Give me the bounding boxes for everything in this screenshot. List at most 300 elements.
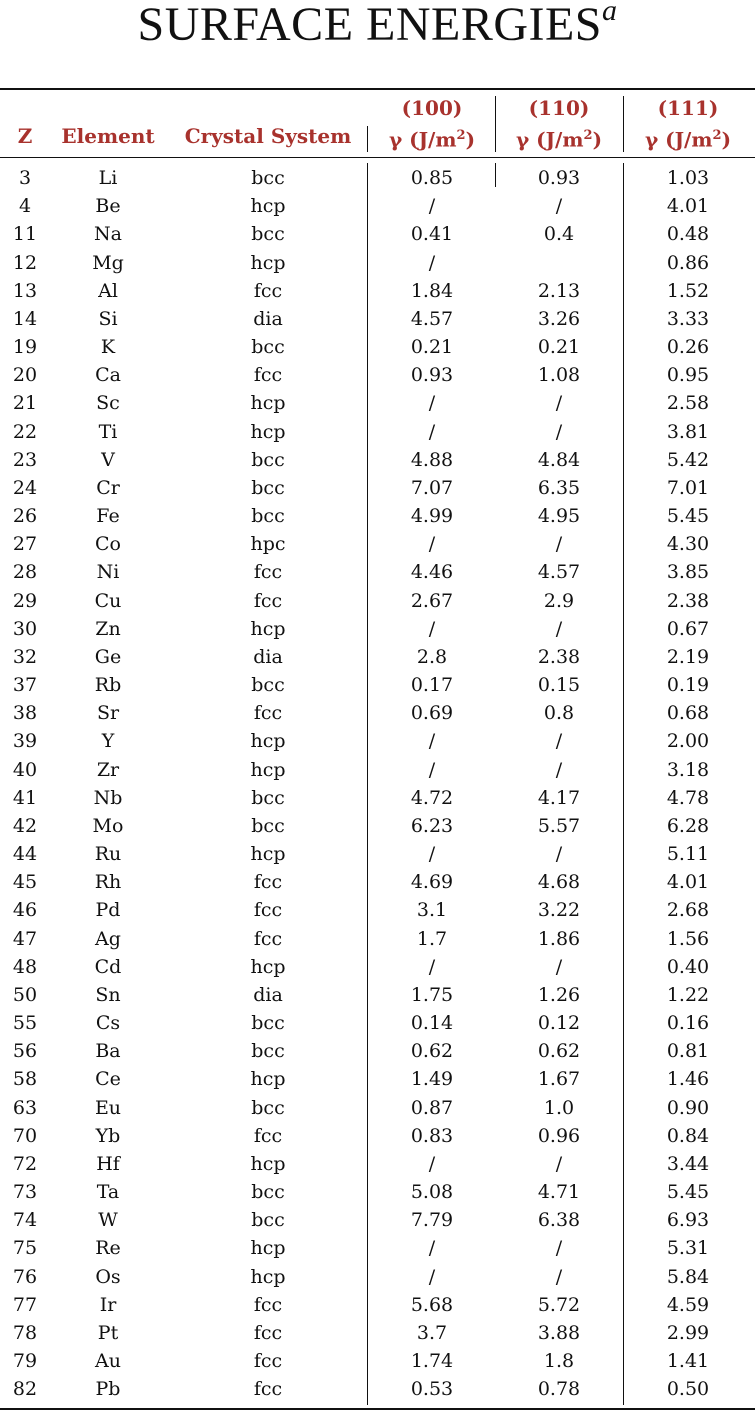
crystal-system-cell: fcc <box>253 364 283 387</box>
table-row <box>0 305 755 333</box>
element-cell: Yb <box>95 1124 121 1147</box>
z-cell: 27 <box>12 533 38 556</box>
gamma-110-cell: 0.93 <box>537 167 581 189</box>
z-cell: 21 <box>12 392 38 415</box>
gamma-111-cell: 7.01 <box>666 476 710 499</box>
gamma-exponent: 2 <box>583 128 593 143</box>
gamma-111-cell: 0.81 <box>666 1040 710 1063</box>
gamma-110-cell: 0.21 <box>537 336 581 359</box>
gamma-111-cell: 0.26 <box>666 336 710 359</box>
crystal-system-cell: hpc <box>250 533 286 556</box>
z-cell: 32 <box>12 645 38 668</box>
table-row <box>0 389 755 417</box>
table-row <box>0 277 755 305</box>
gamma-111-cell: 3.18 <box>666 758 710 781</box>
gamma-111-cell: 0.86 <box>666 251 710 274</box>
gamma-110-cell: 2.38 <box>537 645 581 668</box>
gamma-111-cell: 2.19 <box>666 645 710 668</box>
z-cell: 74 <box>12 1209 38 1232</box>
crystal-system-cell: fcc <box>253 871 283 894</box>
element-cell: Zn <box>95 617 121 640</box>
header-divider <box>495 96 496 152</box>
table-row <box>0 333 755 361</box>
z-cell: 41 <box>12 786 38 809</box>
gamma-111-cell: 0.50 <box>666 1378 710 1401</box>
table-row <box>0 671 755 699</box>
element-cell: Ir <box>99 1293 117 1316</box>
z-cell: 13 <box>12 279 38 302</box>
element-cell: Zr <box>96 758 120 781</box>
gamma-100-cell: 0.21 <box>410 336 454 359</box>
crystal-system-cell: fcc <box>253 279 283 302</box>
crystal-system-cell: bcc <box>251 1096 285 1119</box>
gamma-111-cell: 6.28 <box>666 814 710 837</box>
gamma-110-cell: 1.26 <box>537 983 581 1006</box>
gamma-111-cell: 5.45 <box>666 505 710 528</box>
table-row <box>0 1178 755 1206</box>
element-cell: Na <box>94 223 122 246</box>
crystal-system-cell: hcp <box>250 955 286 978</box>
crystal-system-cell: fcc <box>253 1350 283 1373</box>
gamma-100-cell: 0.93 <box>410 364 454 387</box>
gamma-111-cell: 5.45 <box>666 1181 710 1204</box>
table-row <box>0 1009 755 1037</box>
gamma-110-cell: 5.72 <box>537 1293 581 1316</box>
gamma-100-cell: / <box>428 533 436 556</box>
crystal-system-cell: fcc <box>253 589 283 612</box>
gamma-110-cell: / <box>555 533 563 556</box>
header-facet-100: (100) <box>401 96 463 120</box>
z-cell: 20 <box>12 364 38 387</box>
crystal-system-cell: bcc <box>251 336 285 359</box>
gamma-100-cell: 4.99 <box>410 505 454 528</box>
z-cell: 75 <box>12 1237 38 1260</box>
element-cell: Cr <box>96 476 120 499</box>
gamma-110-cell: / <box>555 758 563 781</box>
z-cell: 26 <box>12 505 38 528</box>
table-row <box>0 925 755 953</box>
table-row <box>0 1234 755 1262</box>
z-cell: 19 <box>12 336 38 359</box>
z-cell: 76 <box>12 1265 38 1288</box>
gamma-111-cell: 3.85 <box>666 561 710 584</box>
gamma-100-cell: 0.69 <box>410 702 454 725</box>
bottom-rule <box>0 1408 755 1410</box>
gamma-111-cell: 0.19 <box>666 674 710 697</box>
table-row <box>0 220 755 248</box>
element-cell: Be <box>95 195 121 218</box>
gamma-111-cell: 5.11 <box>666 843 710 866</box>
gamma-111-cell: 1.56 <box>666 927 710 950</box>
gamma-100-cell: 2.67 <box>410 589 454 612</box>
gamma-100-cell: / <box>428 251 436 274</box>
gamma-111-cell: 4.78 <box>666 786 710 809</box>
table-row <box>0 868 755 896</box>
header-crystal-system: Crystal System <box>184 124 352 148</box>
z-cell: 37 <box>12 674 38 697</box>
crystal-system-cell: dia <box>253 983 283 1006</box>
element-cell: V <box>101 448 115 471</box>
table-row <box>0 615 755 643</box>
element-cell: Co <box>95 533 121 556</box>
element-cell: K <box>100 336 116 359</box>
table-row <box>0 840 755 868</box>
gamma-110-cell: 4.68 <box>537 871 581 894</box>
page-title <box>0 2 755 54</box>
table-row <box>0 1347 755 1375</box>
gamma-111-cell: 2.68 <box>666 899 710 922</box>
crystal-system-cell: fcc <box>253 1321 283 1344</box>
crystal-system-cell: fcc <box>253 1293 283 1316</box>
gamma-100-cell: 2.8 <box>416 645 448 668</box>
gamma-100-cell: 0.87 <box>410 1096 454 1119</box>
gamma-111-cell: 0.48 <box>666 223 710 246</box>
table-row <box>0 1065 755 1093</box>
gamma-111-cell: 0.40 <box>666 955 710 978</box>
gamma-close: ) <box>721 127 732 152</box>
crystal-system-cell: fcc <box>253 561 283 584</box>
crystal-system-cell: dia <box>253 645 283 668</box>
gamma-111-cell: 1.03 <box>666 167 710 189</box>
z-cell: 29 <box>12 589 38 612</box>
gamma-111-cell: 0.16 <box>666 1012 710 1035</box>
gamma-110-cell: 0.12 <box>537 1012 581 1035</box>
gamma-111-cell: 3.33 <box>666 307 710 330</box>
gamma-110-cell: 0.8 <box>543 702 575 725</box>
element-cell: Ag <box>95 927 121 950</box>
element-cell: Mo <box>92 814 124 837</box>
table-row <box>0 981 755 1009</box>
element-cell: Al <box>98 279 118 302</box>
element-cell: Cd <box>94 955 122 978</box>
gamma-100-cell: / <box>428 1237 436 1260</box>
z-cell: 23 <box>12 448 38 471</box>
gamma-111-cell: 2.58 <box>666 392 710 415</box>
gamma-100-cell: 7.79 <box>410 1209 454 1232</box>
crystal-system-cell: bcc <box>251 505 285 528</box>
element-cell: Re <box>95 1237 121 1260</box>
gamma-111-cell: 4.30 <box>666 533 710 556</box>
crystal-system-cell: fcc <box>253 1124 283 1147</box>
gamma-110-cell: 0.4 <box>543 223 575 246</box>
gamma-100-cell: 7.07 <box>410 476 454 499</box>
gamma-100-cell: 4.57 <box>410 307 454 330</box>
z-cell: 40 <box>12 758 38 781</box>
gamma-110-cell: 0.78 <box>537 1378 581 1401</box>
z-cell: 79 <box>12 1350 38 1373</box>
gamma-110-cell: 6.38 <box>537 1209 581 1232</box>
gamma-100-cell: 0.83 <box>410 1124 454 1147</box>
table-row <box>0 1206 755 1234</box>
element-cell: Sr <box>96 702 120 725</box>
crystal-system-cell: hcp <box>250 195 286 218</box>
gamma-110-cell: 4.17 <box>537 786 581 809</box>
z-cell: 78 <box>12 1321 38 1344</box>
table-row <box>0 1150 755 1178</box>
table-row <box>0 1375 755 1403</box>
gamma-110-cell: 2.13 <box>537 279 581 302</box>
table-row <box>0 1263 755 1291</box>
element-cell: Rb <box>94 674 122 697</box>
z-cell: 3 <box>18 167 32 189</box>
gamma-110-cell: 6.35 <box>537 476 581 499</box>
element-cell: Ti <box>98 420 118 443</box>
table-row <box>0 1094 755 1122</box>
gamma-100-cell: 4.88 <box>410 448 454 471</box>
gamma-100-cell: 0.62 <box>410 1040 454 1063</box>
crystal-system-cell: dia <box>253 307 283 330</box>
element-cell: W <box>98 1209 118 1232</box>
gamma-111-cell: 2.38 <box>666 589 710 612</box>
table-row <box>0 643 755 671</box>
gamma-111-cell: 2.99 <box>666 1321 710 1344</box>
gamma-close: ) <box>465 127 476 152</box>
z-cell: 47 <box>12 927 38 950</box>
crystal-system-cell: bcc <box>251 167 285 189</box>
gamma-exponent: 2 <box>712 128 722 143</box>
element-cell: Sc <box>96 392 120 415</box>
crystal-system-cell: bcc <box>251 1040 285 1063</box>
crystal-system-cell: hcp <box>250 758 286 781</box>
element-cell: Mg <box>92 251 124 274</box>
header-facet-111: (111) <box>657 96 719 120</box>
table-row <box>0 896 755 924</box>
element-cell: Ru <box>94 843 122 866</box>
element-cell: Cu <box>94 589 122 612</box>
crystal-system-cell: fcc <box>253 927 283 950</box>
gamma-111-cell: 0.84 <box>666 1124 710 1147</box>
crystal-system-cell: bcc <box>251 786 285 809</box>
element-cell: Nb <box>93 786 123 809</box>
z-cell: 14 <box>12 307 38 330</box>
header-rule <box>0 157 755 158</box>
gamma-100-cell: / <box>428 392 436 415</box>
z-cell: 56 <box>12 1040 38 1063</box>
element-cell: Ge <box>94 645 122 668</box>
title-superscript: a <box>602 0 618 27</box>
z-cell: 12 <box>12 251 38 274</box>
gamma-100-cell: / <box>428 730 436 753</box>
table-row <box>0 953 755 981</box>
title-text: SURFACE ENERGIES <box>137 0 602 51</box>
gamma-unit: γ (J/m <box>515 127 584 152</box>
gamma-111-cell: 0.90 <box>666 1096 710 1119</box>
table-row <box>0 699 755 727</box>
gamma-100-cell: / <box>428 420 436 443</box>
table-row <box>0 727 755 755</box>
gamma-exponent: 2 <box>456 128 466 143</box>
table-row <box>0 1319 755 1347</box>
z-cell: 42 <box>12 814 38 837</box>
gamma-111-cell: 1.22 <box>666 983 710 1006</box>
z-cell: 58 <box>12 1068 38 1091</box>
z-cell: 38 <box>12 702 38 725</box>
element-cell: Ba <box>95 1040 121 1063</box>
table-row <box>0 502 755 530</box>
gamma-111-cell: 4.01 <box>666 871 710 894</box>
element-cell: Li <box>98 167 118 189</box>
gamma-110-cell: 3.88 <box>537 1321 581 1344</box>
header-z: Z <box>17 124 33 148</box>
table-row <box>0 474 755 502</box>
gamma-unit: γ (J/m <box>644 127 713 152</box>
crystal-system-cell: bcc <box>251 223 285 246</box>
gamma-110-cell: 5.57 <box>537 814 581 837</box>
z-cell: 28 <box>12 561 38 584</box>
z-cell: 46 <box>12 899 38 922</box>
header-gamma-110 <box>496 124 622 152</box>
crystal-system-cell: hcp <box>250 392 286 415</box>
gamma-100-cell: 1.49 <box>410 1068 454 1091</box>
gamma-111-cell: 0.68 <box>666 702 710 725</box>
gamma-100-cell: 0.14 <box>410 1012 454 1035</box>
gamma-100-cell: / <box>428 195 436 218</box>
crystal-system-cell: hcp <box>250 1237 286 1260</box>
gamma-110-cell: 4.57 <box>537 561 581 584</box>
element-cell: Y <box>101 730 115 753</box>
z-cell: 4 <box>18 195 32 218</box>
gamma-110-cell: 4.95 <box>537 505 581 528</box>
gamma-100-cell: 1.7 <box>416 927 448 950</box>
gamma-111-cell: 3.81 <box>666 420 710 443</box>
table-row <box>0 587 755 615</box>
table-row <box>0 446 755 474</box>
table-row <box>0 530 755 558</box>
gamma-100-cell: 0.53 <box>410 1378 454 1401</box>
crystal-system-cell: hcp <box>250 617 286 640</box>
element-cell: Ni <box>96 561 120 584</box>
gamma-100-cell: 4.46 <box>410 561 454 584</box>
crystal-system-cell: bcc <box>251 1209 285 1232</box>
gamma-100-cell: 0.41 <box>410 223 454 246</box>
z-cell: 77 <box>12 1293 38 1316</box>
gamma-111-cell: 0.67 <box>666 617 710 640</box>
gamma-110-cell: 3.26 <box>537 307 581 330</box>
gamma-110-cell: / <box>555 617 563 640</box>
gamma-110-cell: / <box>555 1265 563 1288</box>
gamma-110-cell: 1.8 <box>543 1350 575 1373</box>
gamma-111-cell: 2.00 <box>666 730 710 753</box>
element-cell: Rh <box>94 871 122 894</box>
element-cell: Au <box>95 1350 121 1373</box>
gamma-111-cell: 4.01 <box>666 195 710 218</box>
gamma-110-cell: 0.15 <box>537 674 581 697</box>
crystal-system-cell: fcc <box>253 1378 283 1401</box>
gamma-100-cell: 3.1 <box>416 899 448 922</box>
crystal-system-cell: bcc <box>251 674 285 697</box>
gamma-100-cell: 4.69 <box>410 871 454 894</box>
gamma-110-cell: 2.9 <box>543 589 575 612</box>
gamma-110-cell: / <box>555 955 563 978</box>
gamma-111-cell: 4.59 <box>666 1293 710 1316</box>
gamma-111-cell: 1.41 <box>666 1350 710 1373</box>
z-cell: 24 <box>12 476 38 499</box>
crystal-system-cell: hcp <box>250 1152 286 1175</box>
gamma-100-cell: 6.23 <box>410 814 454 837</box>
table-row <box>0 1122 755 1150</box>
crystal-system-cell: hcp <box>250 1068 286 1091</box>
element-cell: Hf <box>96 1152 120 1175</box>
gamma-110-cell: 1.67 <box>537 1068 581 1091</box>
table-row <box>0 558 755 586</box>
element-cell: Os <box>95 1265 121 1288</box>
table-row <box>0 192 755 220</box>
z-cell: 63 <box>12 1096 38 1119</box>
gamma-100-cell: 3.7 <box>416 1321 448 1344</box>
gamma-100-cell: 0.85 <box>410 167 454 189</box>
element-cell: Sn <box>95 983 121 1006</box>
element-cell: Eu <box>94 1096 122 1119</box>
table-row <box>0 1291 755 1319</box>
gamma-110-cell: / <box>555 843 563 866</box>
gamma-111-cell: 0.95 <box>666 364 710 387</box>
header-gamma-111 <box>624 124 752 152</box>
gamma-100-cell: 4.72 <box>410 786 454 809</box>
gamma-110-cell: 4.71 <box>537 1181 581 1204</box>
gamma-111-cell: 5.31 <box>666 1237 710 1260</box>
z-cell: 22 <box>12 420 38 443</box>
table-row <box>0 249 755 277</box>
gamma-110-cell: 1.0 <box>543 1096 575 1119</box>
table-row <box>0 756 755 784</box>
gamma-110-cell: 0.62 <box>537 1040 581 1063</box>
header-facet-110: (110) <box>528 96 590 120</box>
z-cell: 45 <box>12 871 38 894</box>
gamma-100-cell: / <box>428 1265 436 1288</box>
header-element: Element <box>61 124 155 148</box>
element-cell: Pd <box>95 899 121 922</box>
element-cell: Pb <box>95 1378 121 1401</box>
z-cell: 70 <box>12 1124 38 1147</box>
table-row <box>0 812 755 840</box>
gamma-110-cell: 1.86 <box>537 927 581 950</box>
gamma-110-cell: 0.96 <box>537 1124 581 1147</box>
crystal-system-cell: bcc <box>251 1012 285 1035</box>
crystal-system-cell: hcp <box>250 843 286 866</box>
element-cell: Ce <box>95 1068 121 1091</box>
element-cell: Ta <box>96 1181 120 1204</box>
z-cell: 30 <box>12 617 38 640</box>
gamma-111-cell: 1.52 <box>666 279 710 302</box>
z-cell: 44 <box>12 843 38 866</box>
gamma-111-cell: 5.42 <box>666 448 710 471</box>
gamma-110-cell: / <box>555 420 563 443</box>
header-gamma-100 <box>370 124 494 152</box>
gamma-unit: γ (J/m <box>388 127 457 152</box>
crystal-system-cell: hcp <box>250 420 286 443</box>
z-cell: 50 <box>12 983 38 1006</box>
crystal-system-cell: hcp <box>250 251 286 274</box>
element-cell: Pt <box>97 1321 119 1344</box>
gamma-110-cell: / <box>555 1237 563 1260</box>
z-cell: 11 <box>12 223 38 246</box>
gamma-111-cell: 6.93 <box>666 1209 710 1232</box>
crystal-system-cell: fcc <box>253 702 283 725</box>
header-divider <box>623 96 624 152</box>
table-row <box>0 418 755 446</box>
crystal-system-cell: bcc <box>251 1181 285 1204</box>
table-row <box>0 1037 755 1065</box>
table-row <box>0 164 755 192</box>
gamma-110-cell: 3.22 <box>537 899 581 922</box>
gamma-100-cell: 1.84 <box>410 279 454 302</box>
gamma-100-cell: 1.74 <box>410 1350 454 1373</box>
crystal-system-cell: hcp <box>250 1265 286 1288</box>
element-cell: Si <box>98 307 118 330</box>
table-row <box>0 784 755 812</box>
gamma-111-cell: 3.44 <box>666 1152 710 1175</box>
element-cell: Fe <box>96 505 120 528</box>
